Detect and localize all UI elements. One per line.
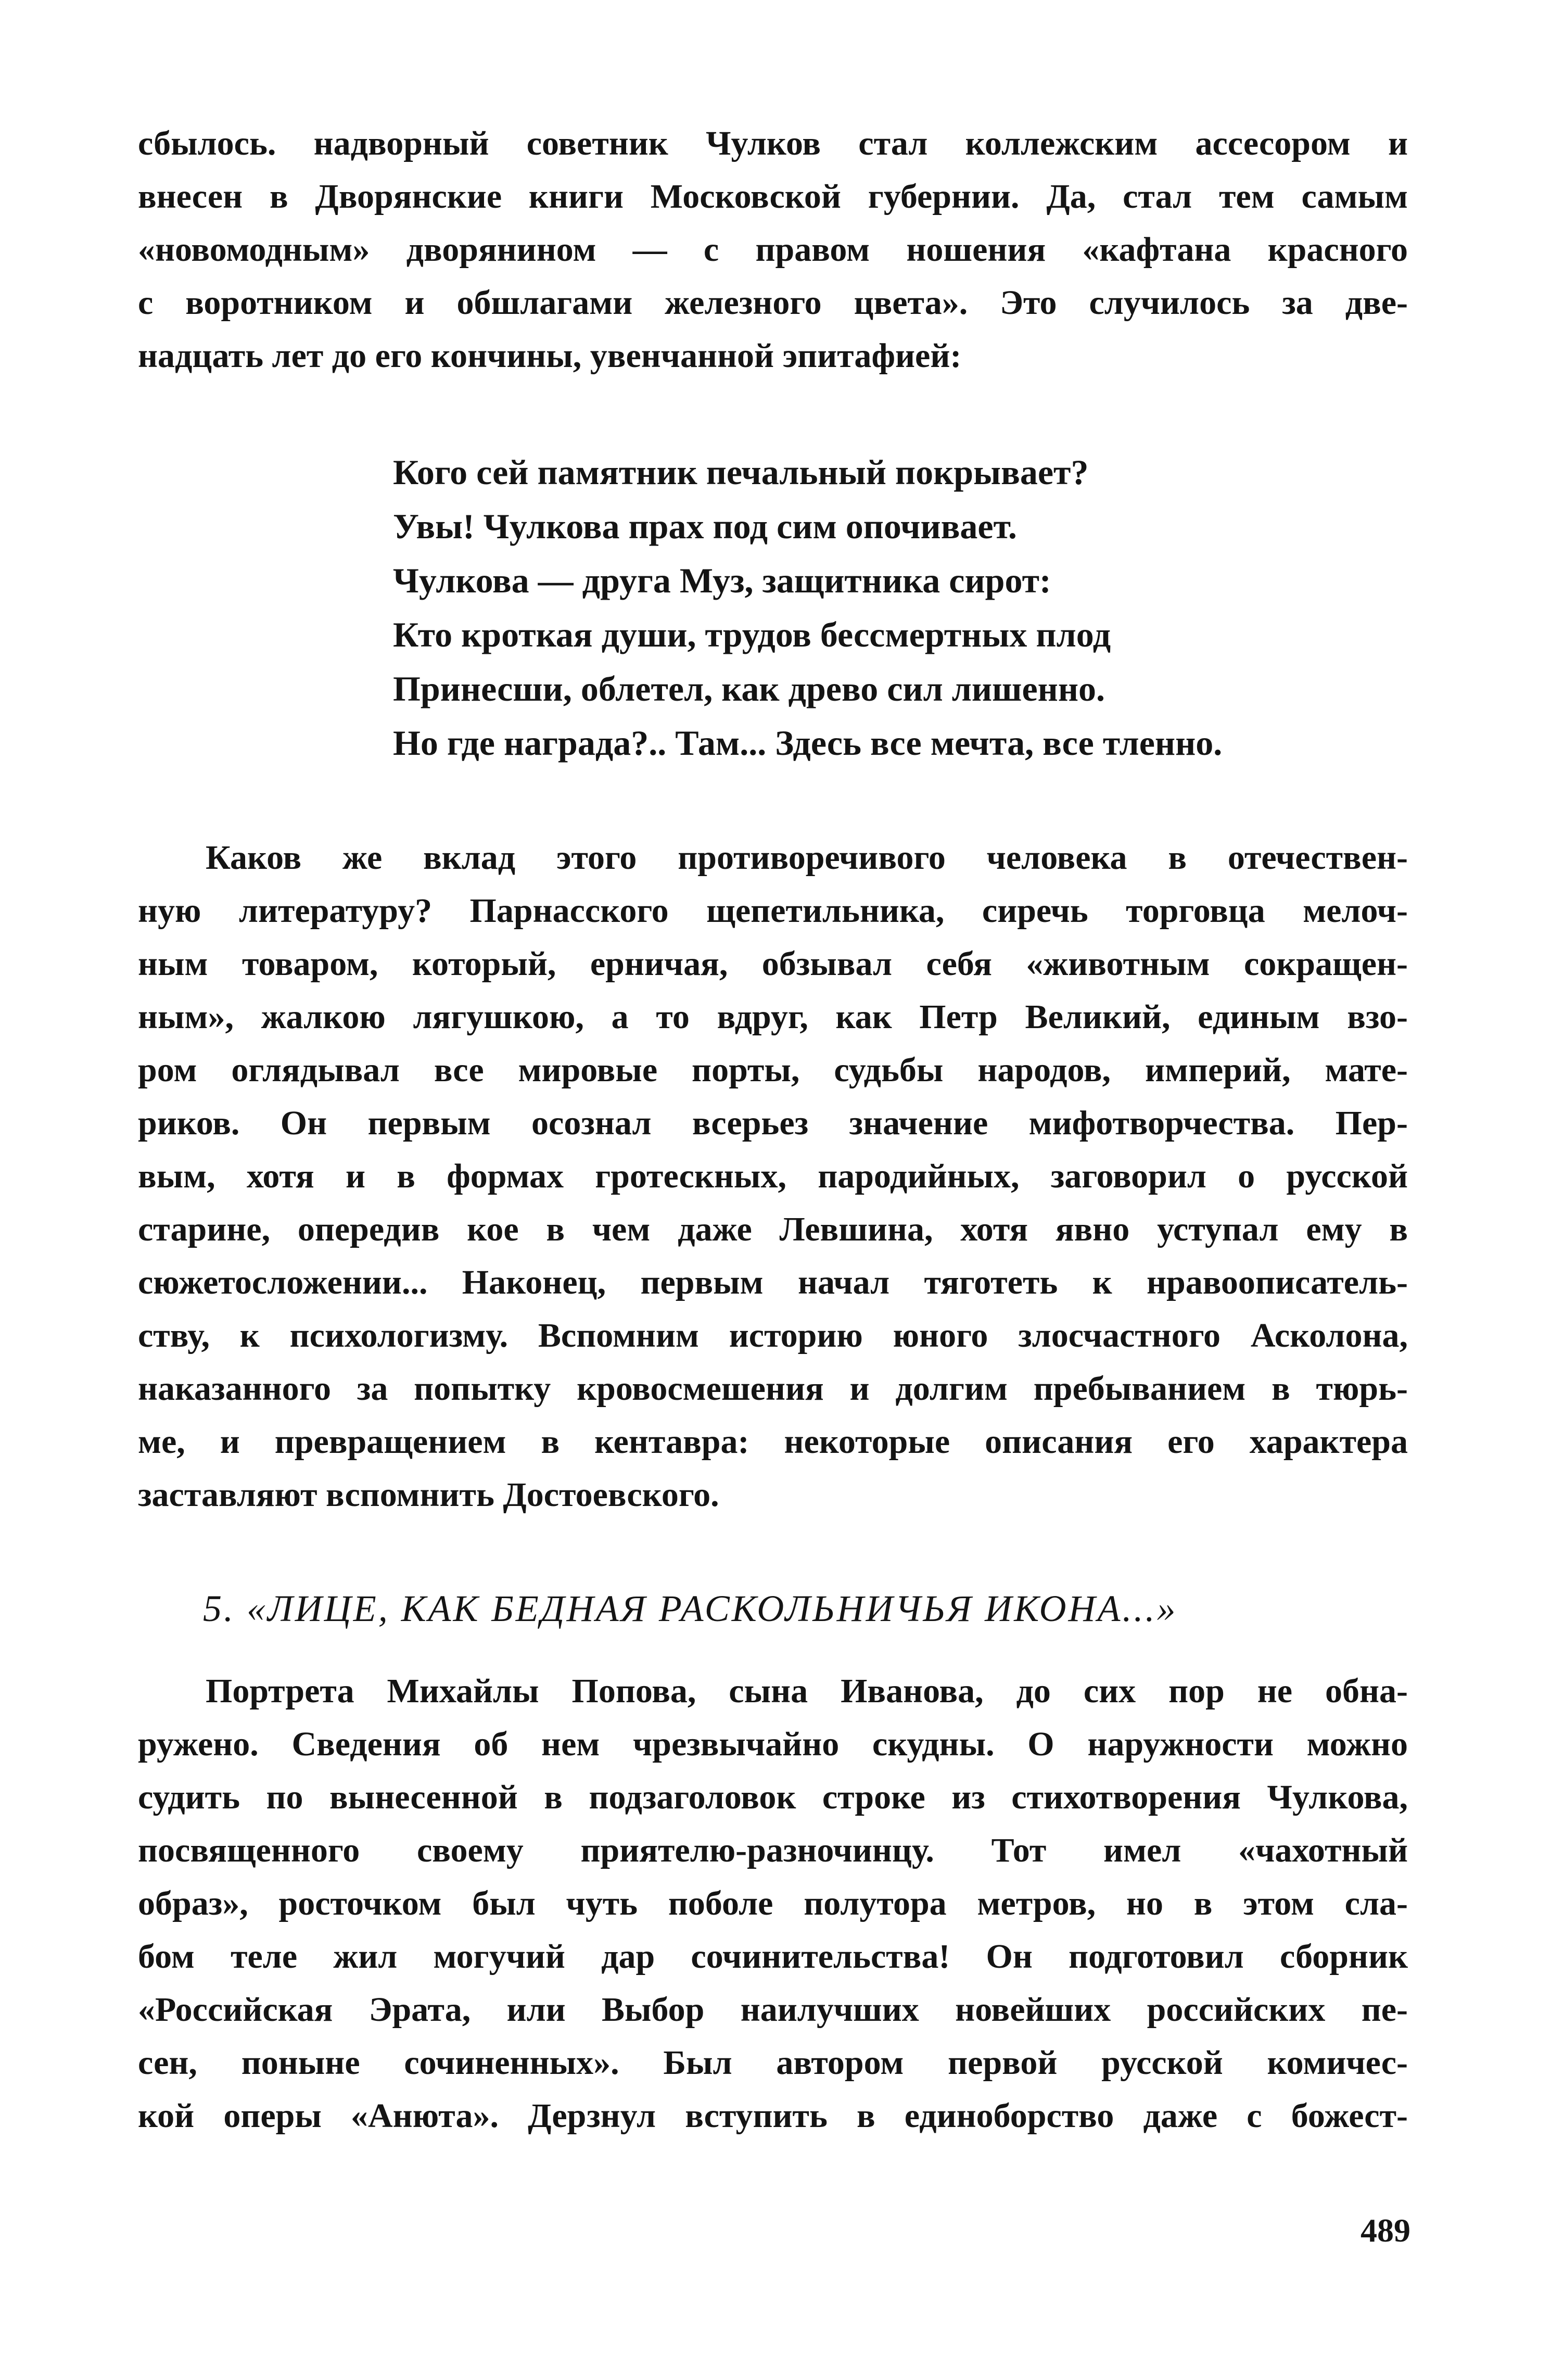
text-line: Портрета Михайлы Попова, сына Иванова, до сих пор не обна- [206, 1672, 1408, 1710]
epitaph-verse [393, 445, 1382, 770]
text-line: ным», жалкою лягушкою, а то вдруг, как Петр Великий, единым взо- [138, 998, 1408, 1036]
text-line: заставляют вспомнить Достоевского. [138, 1476, 719, 1514]
text-line: «новомодным» дворянином — с правом ношения «кафтана красного [138, 231, 1408, 269]
verse-line: Принесши, облетел, как древо сил лишенно. [393, 669, 1105, 708]
text-line: кой оперы «Анюта». Дерзнул вступить в единоборство даже с божест- [138, 2097, 1408, 2135]
text-line: «Российская Эрата, или Выбор наилучших новейших российских пе- [138, 1991, 1408, 2029]
verse-line: Увы! Чулкова прах под сим опочивает. [393, 507, 1017, 546]
section-heading: 5. «ЛИЦЕ, КАК БЕДНАЯ РАСКОЛЬНИЧЬЯ ИКОНА...» [203, 1588, 1178, 1629]
paragraph-popov [138, 1665, 1408, 2143]
text-line: сбылось. надворный советник Чулков стал коллежским ассесором и [138, 124, 1408, 162]
paragraph-contribution [138, 831, 1408, 1522]
text-line: посвященного своему приятелю-разночинцу. Тот имел «чахотный [138, 1831, 1408, 1869]
text-line: с воротником и обшлагами железного цвета». Это случилось за две- [138, 284, 1408, 322]
text-line: наказанного за попытку кровосмешения и долгим пребыванием в тюрь- [138, 1370, 1408, 1408]
text-line: бом теле жил могучий дар сочинительства! Он подготовил сборник [138, 1938, 1408, 1976]
verse-line: Кто кроткая души, трудов бессмертных плод [393, 615, 1111, 654]
text-line: судить по вынесенной в подзаголовок строке из стихотворения Чулкова, [138, 1778, 1408, 1816]
text-line: ме, и превращением в кентавра: некоторые описания его характера [138, 1423, 1408, 1461]
text-line: вым, хотя и в формах гротескных, пародийных, заговорил о русской [138, 1157, 1408, 1195]
text-line: ству, к психологизму. Вспомним историю юного злосчастного Асколона, [138, 1316, 1408, 1354]
verse-line: Но где награда?.. Там... Здесь все мечта, все тленно. [393, 723, 1223, 763]
paragraph-intro [138, 117, 1408, 383]
text-line: ную литературу? Парнасского щепетильника, сиречь торговца мелоч- [138, 892, 1408, 930]
text-line: надцать лет до его кончины, увенчанной эпитафией: [138, 337, 962, 375]
page-number: 489 [1361, 2212, 1410, 2249]
text-line: ружено. Сведения об нем чрезвычайно скудны. О наружности можно [138, 1725, 1408, 1763]
verse-line: Чулкова — друга Муз, защитника сирот: [393, 561, 1051, 600]
text-line: ром оглядывал все мировые порты, судьбы народов, империй, мате- [138, 1051, 1408, 1089]
text-line: Каков же вклад этого противоречивого человека в отечествен- [206, 839, 1408, 877]
text-line: образ», росточком был чуть поболе полутора метров, но в этом сла- [138, 1884, 1408, 1922]
text-line: риков. Он первым осознал всерьез значение мифотворчества. Пер- [138, 1104, 1408, 1142]
text-line: старине, опередив кое в чем даже Левшина, хотя явно уступал ему в [138, 1210, 1408, 1248]
text-line: сюжетосложении... Наконец, первым начал тяготеть к нравоописатель- [138, 1263, 1408, 1301]
text-line: внесен в Дворянские книги Московской губернии. Да, стал тем самым [138, 178, 1408, 216]
verse-line: Кого сей памятник печальный покрывает? [393, 452, 1089, 492]
text-line: ным товаром, который, ерничая, обзывал себя «животным сокращен- [138, 945, 1408, 983]
text-line: сен, поныне сочиненных». Был автором первой русской комичес- [138, 2044, 1408, 2082]
